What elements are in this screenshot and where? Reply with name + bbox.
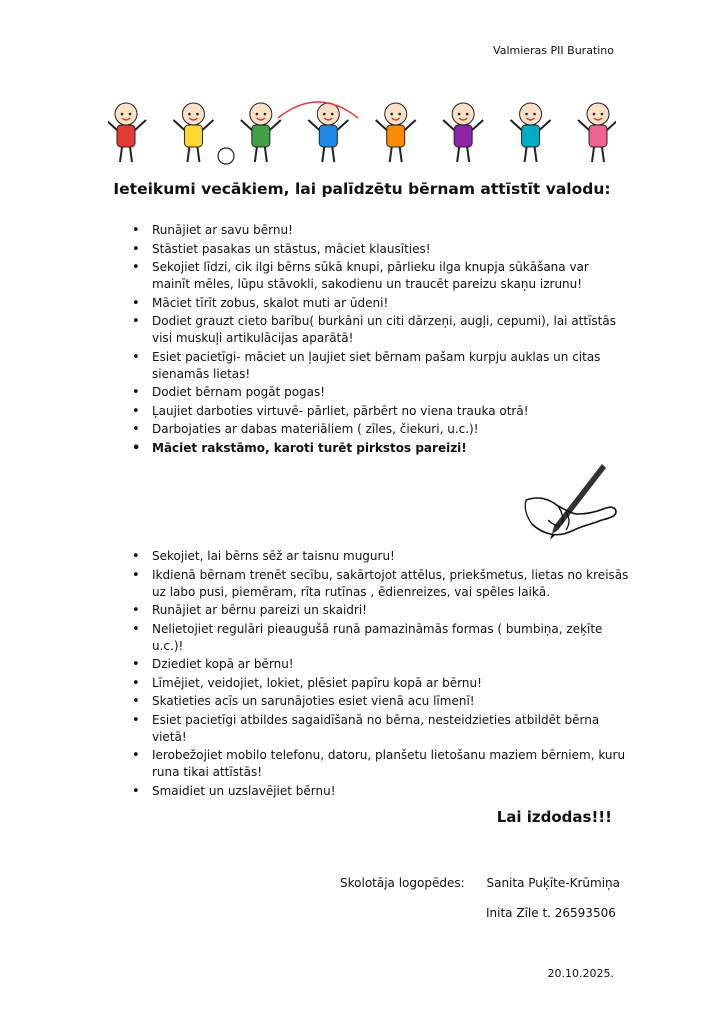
children-banner-illustration — [108, 92, 616, 166]
tip-item: • Sekojiet, lai bērns sēž ar taisnu muguru! — [130, 548, 630, 565]
tip-item: • Līmējiet, veidojiet, lokiet, plēsiet papīru kopā ar bērnu! — [130, 675, 630, 692]
tip-item: • Runājiet ar bērnu pareizi un skaidri! — [130, 602, 630, 619]
child-figure — [241, 103, 281, 162]
tip-item: • Māciet rakstāmo, karoti turēt pirkstos pareizi! — [130, 440, 630, 457]
child-figure — [376, 103, 416, 162]
tip-item: • Dodiet grauzt cieto barību( burkāni un citi dārzeņi, augļi, cepumi), lai attīstās visi muskuļi artikulācijas aparātā! — [130, 313, 630, 347]
page-title: Ieteikumi vecākiem, lai palīdzētu bērnam attīstīt valodu: — [113, 180, 611, 198]
child-figure — [308, 103, 348, 162]
closing-message: Lai izdodas!!! — [496, 808, 612, 826]
hand-writing-icon — [522, 460, 618, 546]
tip-item: • Ierobežojiet mobilo telefonu, datoru, planšetu lietošanu maziem bērniem, kuru runa tikai attīstās! — [130, 747, 630, 781]
tip-item: • Skatieties acīs un sarunājoties esiet vienā acu līmenī! — [130, 693, 630, 710]
tip-item: • Ikdienā bērnam trenēt secību, sakārtojot attēlus, priekšmetus, lietas no kreisās uz labo pusi, piemēram, rīta rutīnas , ēdienreizes, vai spēles laikā. — [130, 567, 630, 601]
tip-item: • Esiet pacietīgi atbildes sagaidīšanā no bērna, nesteidzieties atbildēt bērna vietā! — [130, 712, 630, 746]
signature-role: Skolotāja logopēdes: — [340, 876, 465, 890]
child-figure — [108, 103, 146, 162]
tip-item: • Darbojaties ar dabas materiāliem ( zīles, čiekuri, u.c.)! — [130, 421, 630, 438]
document-date: 20.10.2025. — [547, 967, 614, 980]
tip-item: • Esiet pacietīgi- māciet un ļaujiet siet bērnam pašam kurpju auklas un citas sienamās lietas! — [130, 349, 630, 383]
soccer-ball-icon — [218, 148, 234, 164]
tip-item: • Dodiet bērnam pogāt pogas! — [130, 384, 630, 401]
tip-item: • Ļaujiet darboties virtuvē- pārliet, pārbērt no viena trauka otrā! — [130, 403, 630, 420]
signature-line — [340, 876, 620, 890]
child-figure — [173, 103, 213, 162]
tips-list-part-1 — [130, 222, 630, 458]
tip-item: • Stāstiet pasakas un stāstus, māciet klausīties! — [130, 241, 630, 258]
tips-list-part-2 — [130, 548, 630, 801]
child-figure — [511, 103, 551, 162]
organization-name: Valmieras PII Buratino — [493, 44, 614, 57]
contact-info: Inita Zīle t. 26593506 — [486, 906, 616, 920]
tip-item: • Sekojiet līdzi, cik ilgi bērns sūkā knupi, pārlieku ilga knupja sūkāšana var mainīt mēles, lūpu stāvokli, sakodienu un traucēt pareizu skaņu izrunu! — [130, 259, 630, 293]
signature-name: Sanita Puķīte-Krūmiņa — [486, 876, 620, 890]
tip-item: • Māciet tīrīt zobus, skalot muti ar ūdeni! — [130, 295, 630, 312]
tip-item: • Dziediet kopā ar bērnu! — [130, 656, 630, 673]
child-figure — [578, 103, 616, 162]
tip-item: • Smaidiet un uzslavējiet bērnu! — [130, 783, 630, 800]
tip-item: • Nelietojiet regulāri pieaugušā runā pamazināmās formas ( bumbiņa, zeķīte u.c.)! — [130, 621, 630, 655]
child-figure — [443, 103, 483, 162]
tip-item: • Runājiet ar savu bērnu! — [130, 222, 630, 239]
